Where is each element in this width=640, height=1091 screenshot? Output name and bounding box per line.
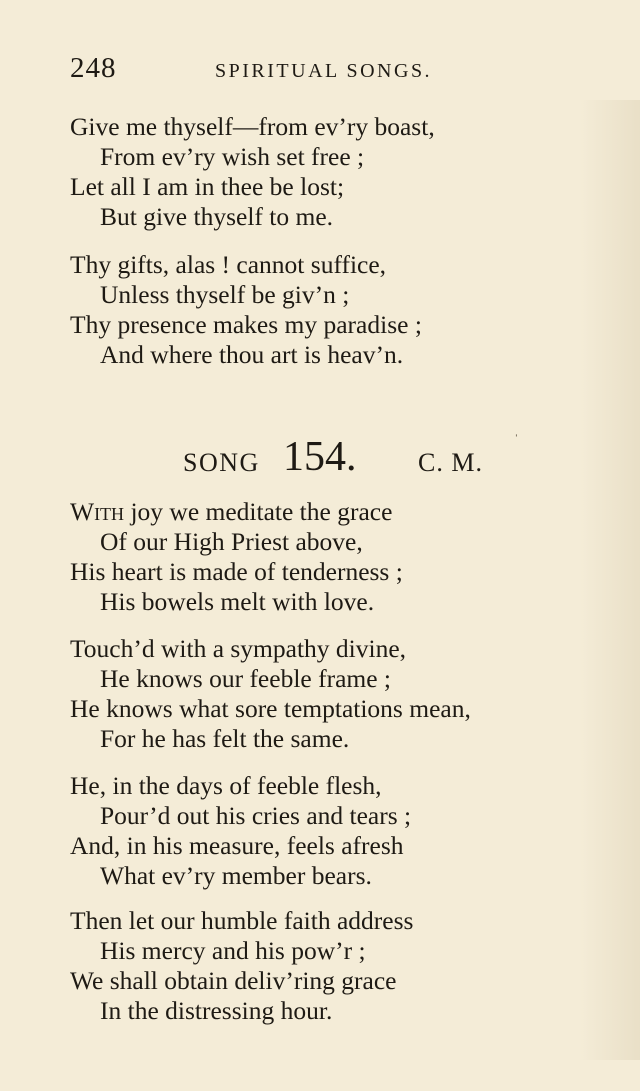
verse-line: Of our High Priest above, [100,527,363,556]
song-heading [0,433,640,483]
verse-line: Thy gifts, alas ! cannot suffice, [70,250,387,279]
verse-line: He, in the days of feeble flesh, [70,771,382,800]
verse-line: Let all I am in thee be lost; [70,172,345,201]
verse-line: Thy presence makes my paradise ; [70,310,422,339]
verse-line: Touch’d with a sympathy divine, [70,634,407,663]
verse-line: For he has felt the same. [100,724,350,753]
verse-line: He knows our feeble frame ; [100,664,392,693]
verse-line: Unless thyself be giv’n ; [100,280,350,309]
verse-line: From ev’ry wish set free ; [100,142,365,171]
page-header [70,52,570,92]
verse-line: What ev’ry member bears. [100,861,372,890]
verse-line: We shall obtain deliv’ring grace [70,966,397,995]
verse-line: Then let our humble faith address [70,906,414,935]
song-stanza-1 [70,497,610,617]
verse-line: And, in his measure, feels afresh [70,831,404,860]
print-mark: ˈ [514,433,519,448]
verse-line: His heart is made of tenderness ; [70,557,403,586]
verse-line: Give me thyself—from ev’ry boast, [70,112,435,141]
verse-line: His bowels melt with love. [100,587,375,616]
previous-song-stanza-2 [70,250,610,370]
song-stanza-2 [70,634,610,754]
verse-line: In the distressing hour. [100,996,333,1025]
running-title: SPIRITUAL SONGS. [215,60,433,82]
verse-line: He knows what sore temptations mean, [70,694,471,723]
first-word: With [70,497,125,526]
song-meter: C. M. [418,448,483,477]
page-number: 248 [70,52,117,84]
verse-line: His mercy and his pow’r ; [100,936,366,965]
verse-line: And where thou art is heav’n. [100,340,404,369]
verse-line-text: joy we meditate the grace [130,497,393,526]
song-number: 154. [283,434,357,480]
song-label: SONG [183,448,260,477]
song-stanza-3 [70,771,610,891]
song-stanza-4 [70,906,610,1026]
verse-line [70,497,610,527]
verse-line: Pour’d out his cries and tears ; [100,801,412,830]
verse-line: But give thyself to me. [100,202,334,231]
previous-song-stanza-1 [70,112,610,232]
